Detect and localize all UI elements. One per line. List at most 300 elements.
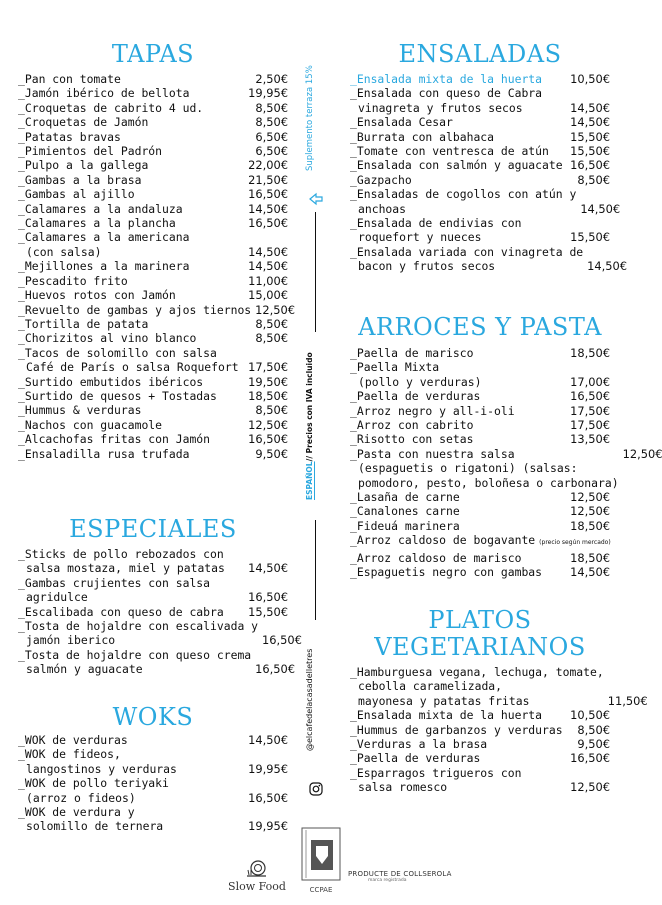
menu-item-line: _Tortilla de patata [18, 316, 149, 331]
menu-item-line: _Tacos de solomillo con salsa [18, 345, 217, 360]
menu-item-name [350, 158, 563, 172]
menu-item-price: 8,50€ [577, 172, 610, 187]
menu-item-line: _Verduras a la brasa [350, 737, 488, 752]
menu-item-price: 16,50€ [248, 216, 288, 231]
menu-item-name [18, 733, 128, 747]
menu-item-line: vinagreta y frutos secos [358, 100, 523, 115]
menu-item-price: 16,50€ [570, 158, 610, 173]
menu-item [350, 504, 610, 518]
menu-item-name [18, 776, 169, 805]
menu-item-price: 16,50€ [570, 389, 610, 404]
menu-item-name [350, 404, 515, 418]
menu-item-name [18, 648, 251, 677]
menu-item [350, 533, 610, 550]
menu-item-name [350, 360, 481, 389]
menu-item [18, 418, 288, 432]
menu-item-price: 12,50€ [570, 504, 610, 519]
menu-item-line: _Chorizitos al vino blanco [18, 331, 197, 346]
menu-item-line: _Paella de marisco [350, 346, 474, 360]
menu-item-price: 15,50€ [248, 604, 288, 619]
menu-item-line: _Ensalada variada con vinagreta de [350, 244, 584, 259]
menu-item-line: (arroz o fideos) [26, 790, 136, 805]
menu-item [350, 723, 610, 737]
menu-item-name [18, 187, 135, 201]
menu-item [350, 158, 610, 172]
arroces-list [350, 346, 662, 580]
menu-item [18, 375, 288, 389]
menu-item [350, 389, 610, 403]
menu-item-price: 18,50€ [570, 346, 610, 360]
vegetarianos-title-line2: VEGETARIANOS [374, 633, 586, 661]
slow-food-logo [222, 858, 292, 898]
menu-item [350, 737, 610, 751]
menu-item-name [350, 418, 473, 432]
menu-item-line: cebolla caramelizada, [358, 679, 503, 694]
menu-item-line: (espaguetis o rigatoni) (salsas: [358, 461, 578, 476]
menu-item [350, 173, 610, 187]
menu-item-line: _Fideuá marinera [350, 518, 460, 533]
menu-item-name [350, 519, 460, 533]
menu-item-name [18, 375, 203, 389]
menu-item-line: _Paella de verduras [350, 751, 481, 766]
menu-item [18, 101, 288, 115]
producte-text: PRODUCTE DE COLLSEROLA [348, 870, 452, 878]
menu-item-price: 19,95€ [248, 819, 288, 834]
menu-item-line: _Lasaña de carne [350, 490, 460, 505]
menu-item-price: 11,50€ [607, 693, 648, 708]
hand-icon [308, 192, 324, 206]
ccpae-emblem-icon [298, 826, 344, 888]
menu-item [18, 187, 288, 201]
menu-item-price: 6,50€ [255, 129, 288, 144]
menu-item-name [18, 805, 163, 834]
menu-item-line: _Hummus & verduras [18, 403, 142, 418]
menu-item-line: _Huevos rotos con Jamón [18, 288, 176, 303]
producte-collserola-logo [348, 870, 458, 892]
menu-item [350, 432, 610, 446]
menu-item-price: 14,50€ [587, 259, 628, 274]
menu-item-name [350, 533, 611, 550]
menu-item-name [350, 187, 576, 216]
section-title-ensaladas: ENSALADAS [398, 40, 562, 68]
menu-item-price: 16,50€ [248, 790, 288, 805]
menu-item-name [350, 504, 460, 518]
menu-item-line: anchoas [358, 201, 407, 216]
menu-item-price: 18,50€ [248, 388, 288, 403]
price-note: (precio según mercado) [539, 539, 611, 547]
menu-item-price: 18,50€ [570, 518, 610, 533]
menu-item-price: 14,50€ [248, 733, 288, 747]
menu-item-name [18, 158, 148, 172]
menu-item-price: 16,50€ [255, 662, 296, 677]
menu-item-line: _Nachos con guacamole [18, 417, 163, 432]
menu-item-name [18, 173, 141, 187]
menu-item [350, 360, 610, 389]
menu-item-line: _WOK de pollo teriyaki [18, 776, 169, 791]
menu-item-line: _WOK de verduras [18, 733, 128, 747]
menu-item [18, 230, 288, 259]
menu-item-name [350, 723, 563, 737]
menu-item-name [18, 230, 189, 259]
menu-item-price: 15,00€ [248, 288, 288, 303]
menu-item-name [350, 432, 473, 446]
menu-item [350, 144, 610, 158]
menu-item-name [350, 766, 521, 795]
menu-item-price: 19,95€ [248, 761, 288, 776]
menu-item-name [18, 86, 189, 100]
instagram-handle[interactable]: @elcafedelacasadelletres [305, 648, 314, 752]
menu-item [350, 130, 610, 144]
menu-item-name [18, 303, 251, 317]
menu-item-line: mayonesa y patatas fritas [358, 693, 530, 708]
menu-item-price: 19,95€ [248, 86, 288, 101]
menu-item-price: 11,00€ [248, 273, 288, 288]
menu-item-name [18, 619, 258, 648]
menu-item-name [350, 708, 542, 722]
menu-item-line: _Esparragos trigueros con [350, 765, 522, 780]
menu-item-price: 8,50€ [255, 331, 288, 346]
supplement-note: Suplemento terraza 15% [305, 65, 315, 171]
menu-item-line: _Calamares a la americana [18, 230, 190, 245]
menu-item-price: 12,50€ [248, 417, 288, 432]
menu-item [350, 346, 610, 360]
vegetarianos-list [350, 665, 648, 795]
menu-item-name [18, 288, 176, 302]
menu-item-price: 16,50€ [570, 751, 610, 766]
menu-item [18, 302, 296, 317]
menu-item-line: _Jamón ibérico de bellota [18, 86, 190, 101]
menu-item [18, 605, 288, 619]
menu-item-name [18, 115, 148, 129]
menu-item-line: _Gambas al ajillo [18, 187, 135, 202]
menu-item-name [350, 751, 480, 765]
menu-item-price: 12,50€ [255, 302, 296, 317]
menu-item-line: _Escalibada con queso de cabra [18, 604, 224, 619]
menu-item [350, 766, 610, 795]
menu-item-price: 10,50€ [570, 72, 610, 86]
menu-item [350, 187, 621, 216]
menu-item [18, 86, 288, 100]
menu-item-line: solomillo de ternera [26, 819, 164, 834]
menu-item-price: 9,50€ [577, 737, 610, 752]
section-title-especiales: ESPECIALES [69, 515, 237, 543]
menu-item-name [350, 86, 542, 115]
menu-item-line: agridulce [26, 590, 88, 605]
menu-item-line: _Mejillones a la marinera [18, 259, 190, 274]
slow-food-text: Slow Food [228, 880, 286, 893]
ccpae-logo [298, 826, 344, 900]
menu-item [350, 72, 610, 86]
menu-item-line: roquefort y nueces [358, 230, 482, 245]
menu-item [18, 130, 288, 144]
menu-item-name [350, 216, 521, 245]
menu-item-line: _Burrata con albahaca [350, 129, 495, 144]
menu-item-line: Café de París o salsa Roquefort [26, 360, 239, 375]
menu-item [350, 490, 610, 504]
menu-item [350, 244, 628, 274]
menu-item-name [18, 389, 217, 403]
menu-item [18, 115, 288, 129]
menu-item-name [18, 346, 239, 375]
menu-item-line: _Tosta de hojaldre con queso crema [18, 647, 252, 662]
menu-item-line: langostinos y verduras [26, 761, 177, 776]
menu-item-line: _Sticks de pollo rebozados con [18, 547, 224, 561]
menu-item-price: 14,50€ [570, 115, 610, 130]
menu-item [18, 173, 288, 187]
vat-label: // Precios con IVA incluido [305, 352, 314, 462]
section-title-tapas: TAPAS [111, 40, 195, 68]
producte-subtext: marca registrada [368, 878, 407, 883]
menu-item-price: 14,50€ [570, 100, 610, 115]
menu-item-line: _Ensalada Cesar [350, 115, 453, 130]
menu-item [350, 519, 610, 533]
divider-line-top [315, 212, 316, 332]
menu-item-price: 12,50€ [622, 446, 662, 461]
menu-item-line: _Hamburguesa vegana, lechuga, tomate, [350, 665, 604, 679]
menu-item-line: salmón y aguacate [26, 662, 143, 677]
tapas-list [18, 72, 296, 461]
menu-item-name [18, 547, 225, 576]
menu-item-line: _Espaguetis negro con gambas [350, 565, 543, 580]
menu-item-line: salsa mostaza, miel y patatas [26, 561, 225, 576]
menu-item-price: 9,50€ [255, 446, 288, 461]
menu-item-price: 17,50€ [570, 403, 610, 418]
menu-item-price: 17,50€ [248, 360, 288, 375]
menu-item-line: _Alcachofas fritas con Jamón [18, 432, 211, 447]
menu-item-name [350, 389, 480, 403]
menu-item-name [350, 130, 494, 144]
vegetarianos-title-line1: PLATOS [428, 606, 532, 634]
menu-item-line: pomodoro, pesto, boloñesa o carbonara) [358, 475, 619, 490]
menu-item-name [18, 418, 162, 432]
section-title-arroces: ARROCES Y PASTA [358, 313, 602, 341]
menu-item-line: _Ensalada de endivias con [350, 216, 522, 231]
menu-item-price: 15,50€ [570, 230, 610, 245]
language-label: ESPAÑOL [305, 461, 314, 500]
menu-item-price: 16,50€ [248, 187, 288, 202]
menu-item-price: 12,50€ [570, 780, 610, 795]
menu-item [350, 665, 648, 708]
menu-item [18, 733, 288, 747]
menu-item [18, 72, 288, 86]
menu-item-name [350, 346, 473, 360]
menu-item-name [18, 331, 196, 345]
menu-item-name [18, 274, 128, 288]
menu-item-line: _Ensalada mixta de la huerta [350, 708, 543, 723]
especiales-list [18, 547, 302, 677]
menu-item-price: 13,50€ [570, 432, 610, 447]
menu-item-line: jamón iberico [26, 633, 116, 648]
menu-item-name [350, 447, 619, 490]
menu-item-line: _Croquetas de Jamón [18, 115, 149, 130]
menu-item-line: _WOK de verdura y [18, 805, 135, 820]
menu-item-price: 14,50€ [248, 201, 288, 216]
ensaladas-list [350, 72, 628, 274]
instagram-icon[interactable] [309, 782, 323, 796]
menu-item-name [350, 737, 487, 751]
menu-item-line: (pollo y verduras) [358, 374, 482, 389]
menu-item-line: _Gambas crujientes con salsa [18, 575, 211, 590]
menu-item-name [350, 173, 412, 187]
menu-item-name [350, 115, 453, 129]
menu-item [18, 259, 288, 273]
menu-item-line: _Risotto con setas [350, 432, 474, 447]
menu-item-line: _Gambas a la brasa [18, 172, 142, 187]
menu-item-line: _WOK de fideos, [18, 747, 121, 762]
menu-item-price: 8,50€ [577, 722, 610, 737]
menu-item-name [18, 101, 203, 115]
menu-item-line: _Pulpo a la gallega [18, 158, 149, 173]
menu-item-name [18, 216, 176, 230]
menu-item [18, 747, 288, 776]
menu-item [350, 708, 610, 722]
menu-item [350, 86, 610, 115]
ccpae-text: CCPAE [309, 886, 333, 894]
menu-item [18, 805, 288, 834]
menu-item-price: 14,50€ [248, 561, 288, 576]
menu-item-price: 12,50€ [570, 490, 610, 505]
menu-item [18, 346, 288, 375]
menu-item-line: _Ensalada mixta de la huerta [350, 72, 543, 86]
menu-item-line: _Arroz caldoso de marisco [350, 550, 522, 565]
menu-item [18, 158, 288, 172]
menu-item-name [18, 317, 148, 331]
menu-item-line: _Ensaladas de cogollos con atún y [350, 187, 577, 202]
menu-item-line-wrap [350, 533, 611, 550]
menu-item-line: _Pescadito frito [18, 273, 128, 288]
menu-item-line: _Paella de verduras [350, 389, 481, 404]
menu-item [18, 619, 302, 648]
menu-item-price: 15,50€ [570, 129, 610, 144]
menu-item-price: 16,50€ [248, 590, 288, 605]
woks-list [18, 733, 288, 834]
menu-item-line: _Arroz negro y all-i-oli [350, 403, 515, 418]
menu-item-name [18, 144, 162, 158]
menu-item-name [18, 72, 121, 86]
menu-item-line: _Canalones carne [350, 504, 460, 519]
menu-item [350, 446, 662, 490]
menu-item [18, 389, 288, 403]
menu-item-price: 15,50€ [570, 144, 610, 159]
menu-item-name [18, 403, 141, 417]
menu-item-name [350, 72, 542, 86]
menu-item-name [18, 432, 210, 446]
menu-item-name [18, 747, 177, 776]
menu-item-name [18, 130, 121, 144]
menu-item-line: _Surtido de quesos + Tostadas [18, 388, 217, 403]
menu-item-name [18, 259, 189, 273]
menu-item-price: 16,50€ [248, 432, 288, 447]
menu-item-line: _Hummus de garbanzos y verduras [350, 722, 563, 737]
menu-item-name [18, 605, 224, 619]
menu-item-price: 14,50€ [570, 565, 610, 580]
menu-item-line: _Tomate con ventresca de atún [350, 144, 549, 159]
section-title-woks: WOKS [112, 703, 194, 731]
menu-item [18, 432, 288, 446]
snail-icon [244, 858, 270, 878]
menu-item-name [350, 144, 549, 158]
menu-item-line: _Tosta de hojaldre con escalivada y [18, 619, 259, 634]
menu-item [18, 216, 288, 230]
menu-item-price: 14,50€ [580, 201, 621, 216]
menu-item-price: 2,50€ [255, 72, 288, 86]
menu-item [18, 317, 288, 331]
menu-item-price: 19,50€ [248, 374, 288, 389]
menu-item-price: 10,50€ [570, 708, 610, 723]
menu-item-price: 17,00€ [570, 374, 610, 389]
menu-item [18, 274, 288, 288]
menu-item-line: _Calamares a la andaluza [18, 201, 183, 216]
divider-line-middle [315, 520, 316, 620]
menu-item [350, 751, 610, 765]
menu-item [18, 144, 288, 158]
column-divider [305, 40, 327, 810]
menu-item-price: 22,00€ [248, 158, 288, 173]
menu-item-price: 16,50€ [262, 633, 302, 648]
menu-item [18, 403, 288, 417]
menu-item [350, 216, 610, 245]
menu-item-name [350, 245, 583, 274]
menu-item [18, 776, 288, 805]
menu-item-name [350, 551, 521, 565]
menu-item [350, 565, 610, 579]
menu-item-name [350, 490, 460, 504]
section-title-vegetarianos [350, 607, 610, 661]
menu-item-price: 8,50€ [255, 100, 288, 115]
menu-item-name [18, 576, 210, 605]
menu-item-price: 8,50€ [255, 403, 288, 418]
menu-item-line: _Patatas bravas [18, 129, 121, 144]
menu-item-price: 8,50€ [255, 115, 288, 130]
menu-item [350, 551, 610, 565]
menu-item-name [350, 565, 542, 579]
menu-item-name [18, 447, 189, 461]
menu-item [18, 288, 288, 302]
menu-item-line: _Surtido embutidos ibéricos [18, 374, 204, 389]
menu-item-name [18, 202, 183, 216]
menu-item-line: _Ensalada con salmón y aguacate [350, 158, 563, 173]
menu-item-price: 14,50€ [248, 244, 288, 259]
menu-item-price: 18,50€ [570, 550, 610, 565]
menu-item [18, 447, 288, 461]
menu-item [18, 576, 288, 605]
menu-item [18, 331, 288, 345]
menu-item-price: 21,50€ [248, 172, 288, 187]
menu-item-line: _Paella Mixta [350, 360, 440, 375]
menu-item-line: _Pasta con nuestra salsa [350, 446, 515, 461]
menu-item-line: bacon y frutos secos [358, 259, 496, 274]
menu-item-price: 8,50€ [255, 316, 288, 331]
menu-item-line: _Croquetas de cabrito 4 ud. [18, 100, 204, 115]
menu-item [18, 647, 296, 677]
menu-item-line: (con salsa) [26, 244, 102, 259]
menu-item [350, 404, 610, 418]
menu-item-line: _Gazpacho [350, 172, 412, 187]
menu-item-line: _Calamares a la plancha [18, 216, 176, 231]
menu-item-line: _Revuelto de gambas y ajos tiernos [18, 302, 252, 317]
menu-item-line: _Arroz con cabrito [350, 418, 474, 433]
menu-item-line: _Ensalada con queso de Cabra [350, 86, 543, 101]
menu-item [350, 418, 610, 432]
menu-item [18, 202, 288, 216]
menu-item-price: 17,50€ [570, 418, 610, 433]
menu-item-line: _Pan con tomate [18, 72, 121, 86]
menu-item-price: 14,50€ [248, 259, 288, 274]
menu-item-line: _Pimientos del Padrón [18, 144, 163, 159]
menu-item-price: 6,50€ [255, 144, 288, 159]
menu-item-line: salsa romesco [358, 780, 448, 795]
menu-item-line: _Arroz caldoso de bogavante [350, 533, 536, 548]
